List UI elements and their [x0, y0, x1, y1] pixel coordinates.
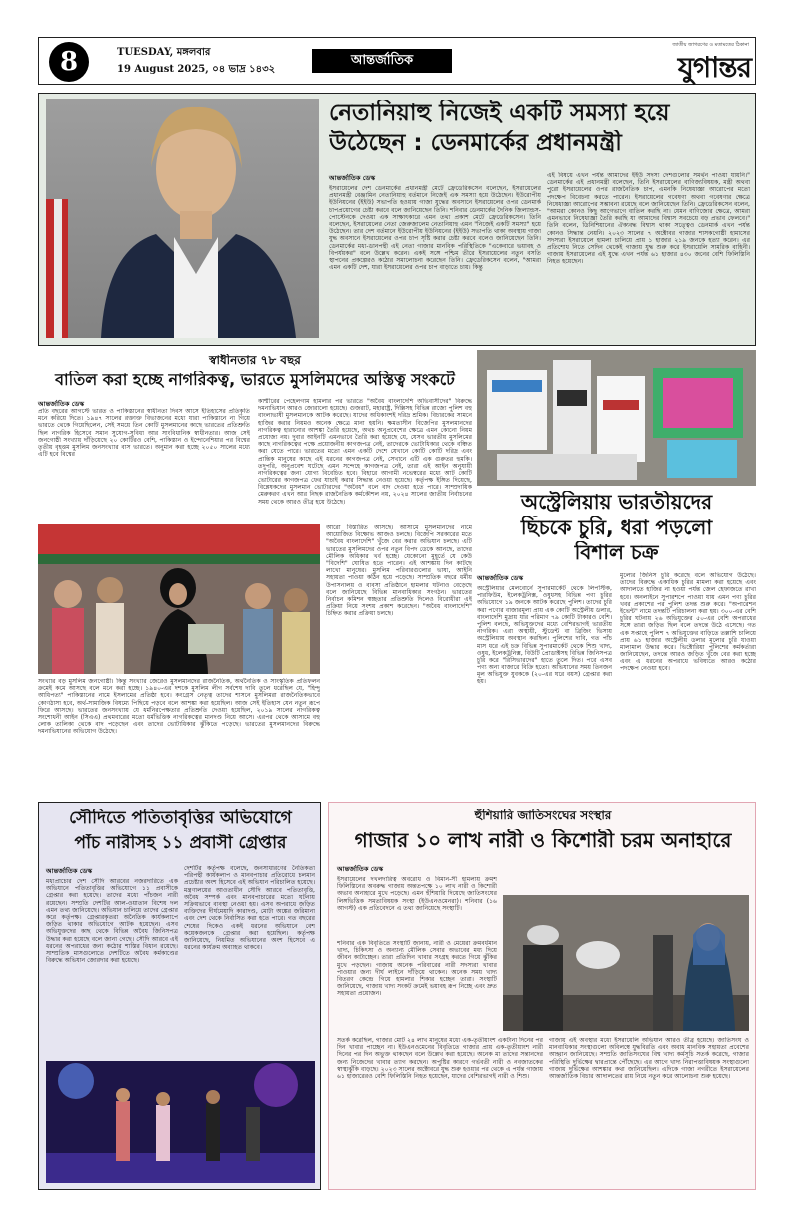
- issue-date: 19 August 2025, ০৪ ভাদ্র ১৪৩২: [117, 64, 276, 75]
- story2-body-1: প্রতি বছরের আগস্টে ভারত ও পাকিস্তানের স্বাধীনতা দিবস আসে ইতিহাসের প্রতিকৃতি মনে করিয়ে দিতে। ১৯৪৭ সালের রক্তাক্ত বিভাজনের মধ্যে যারা পাকিস্তানে না গিয়ে ভারতে থেকে গিয়েছিলেন, সেই সময়ে তিন কোটি মুসলমানের কাছে ভারতের প্রতিশ্রুতি ছিল নাগরিক হিসেবে সমান সুযোগ-সুবিধা আর সাংবিধানিক স্বাধীনতার। আজ সেই জনগোষ্ঠী সংখ্যায় দাঁড়িয়েছে ২০ কোটিরও বেশি, পাকিস্তান ও ইন্দোনেশিয়ার পর বিশ্বের তৃতীয় বৃহত্তম মুসলিম জনসংখ্যার বাস ভারতে। অনুমান করা হচ্ছে ২০৫০ সালের মধ্যে এটি হবে বিশ্বের: [38, 408, 250, 459]
- masthead: [38, 37, 756, 85]
- story3-col2: [620, 572, 756, 790]
- story2-headline: বাতিল করা হচ্ছে নাগরিকত্ব, ভারতে মুসলিমদের অস্তিত্ব সংকটে: [55, 371, 455, 389]
- story3-credit: আন্তর্জাতিক ডেস্ক: [477, 574, 524, 582]
- story5-col4: [549, 1037, 749, 1185]
- story5-headline: গাজার ১০ লাখ নারী ও কিশোরী চরম অনাহারে: [354, 829, 732, 852]
- story5-body-2: শনিবার এক বিবৃতিতে সংস্থাটি জানায়, নারী ও মেয়েরা ক্রমবর্ধমান খাদ্য, চিকিৎসা ও অন্যান্য মৌলিক সেবার অভাবের মধ্য দিয়ে জীবন কাটাচ্ছেন। তারা প্রতিদিন খাবার সংগ্রহ করতে গিয়ে ঝুঁকির মুখে পড়ছেন। গাজায় অনেক পরিবারের নারী সদস্যরা খাবার পাওয়ার জন্য দীর্ঘ লাইনে দাঁড়িয়ে থাকেন। অনেক সময় খাদ্য বিতরণ কেন্দ্রে গিয়ে হামলার শিকার হচ্ছেন তারা। সংস্থাটি জানিয়েছে, গাজায় খাদ্য সংকট ক্রমেই ভয়াবহ রূপ নিচ্ছে এবং দ্রুত সহায়তা প্রয়োজন।: [337, 940, 497, 998]
- story2-col4: [326, 524, 472, 790]
- story4-headline-line2: পাঁচ নারীসহ ১১ প্রবাসী গ্রেপ্তার: [74, 834, 287, 853]
- story2-col1: [38, 398, 472, 516]
- newspaper-logo: যুগান্তর: [677, 51, 751, 84]
- story4-body-1: মধ্যপ্রাচ্যের দেশ সৌদি আরবের নজরদারিতে এক অভিযানে পতিতাবৃত্তির অভিযোগে ১১ প্রবাসীকে গ্রেপ্তার করা হয়েছে। তাদের মধ্যে পাঁচজন নারী রয়েছেন। সম্প্রতি দেশটির আল-ওয়াতান বিশেষ দল এমন তথ্য জানিয়েছে। অভিযান চালিয়ে তাদের গ্রেপ্তার করে কর্তৃপক্ষ। গ্রেপ্তারকৃতরা অনৈতিক কার্যকলাপে জড়িত থাকার অভিযোগে আটক হয়েছেন। এসব অভিযুক্তদের কাছ থেকে বিভিন্ন অবৈধ জিনিসপত্র উদ্ধার করা হয়েছে বলে জানা গেছে। সৌদি আরবে এই ধরনের অপরাধের জন্য কঠোর শাস্তির বিধান রয়েছে। সাম্প্রতিক মাসগুলোতে দেশটিতে অবৈধ কর্মকাণ্ডের বিরুদ্ধে অভিযান জোরদার করা হয়েছে।: [46, 878, 178, 965]
- stolen-goods-photo: [477, 350, 756, 486]
- denmark-pm-photo: [46, 99, 319, 338]
- story3-body-1: অস্ট্রেলিয়ার মেলবোর্নে সুপারমার্কেট থেকে লিপস্টিক, পারফিউম, ইলেকট্রনিক্স, ওষুধসহ বিভিন্ন পণ্য চুরির অভিযোগে ১৯ জনকে আটক করেছে পুলিশ। তাদের চুরি করা পণ্যের বাজারমূল্য প্রায় এক কোটি অস্ট্রেলীয় ডলার, বাংলাদেশি মুদ্রায় যার পরিমাণ ৭৯ কোটি টাকারও বেশি। পুলিশ বলছে, অভিযুক্তদের মধ্যে বেশিরভাগই ভারতীয় নাগরিক। এরা অস্থায়ী, স্টুডেন্ট বা ব্রিজিং ভিসায় অস্ট্রেলিয়ায় অবস্থান করছিল। পুলিশের দাবি, গত পাঁচ মাস ধরে এই চক্র বিভিন্ন সুপারমার্কেট থেকে শিশু খাদ্য, ওষুধ, ইলেকট্রনিক্স, বিউটি প্রোডাক্টসহ বিভিন্ন জিনিসপত্র চুরি করে "রিসিভারদের" হাতে তুলে দিত। পরে এসব পণ্য অন্য বাজারে বিক্রি হতো। অভিযানের সময় তিনজন মূল অভিযুক্ত যুবককে (২০-এর ঘরে বয়স) গ্রেপ্তার করা হয়।: [477, 585, 612, 686]
- logo-tagline: জাতীয় জাগরণের ও মতামতের ঠিকানা: [672, 42, 749, 48]
- story4-credit: আন্তর্জাতিক ডেস্ক: [46, 867, 93, 875]
- story5-block: [328, 802, 756, 1190]
- story2-kicker: স্বাধীনতার ৭৮ বছর: [209, 354, 301, 367]
- gaza-women-photo: [503, 895, 749, 1031]
- story1-headline-line1: নেতানিয়াহু নিজেই একটি সমস্যা হয়ে: [329, 100, 670, 126]
- story3-headline-line1: অস্ট্রেলিয়ায় ভারতীয়দের: [520, 491, 713, 514]
- story4-body-2: দেশটির কর্তৃপক্ষ বলেছে, জনসাধারণের নৈতিকতা পরিপন্থী কার্যকলাপ ও মানবপাচার প্রতিরোধে চলমান প্রচেষ্টার অংশ হিসেবে এই অভিযান পরিচালিত হয়েছে। মন্ত্রণালয়ের আওতাধীন সৌদি আরবে পতিতাবৃত্তি, অবৈধ সম্পর্ক এবং মানবপাচারের মতো ঘটনায় সক্রিয়ভাবে ব্যবস্থা নেওয়া হয়। এসব অপরাধে জড়িত ব্যক্তিদের দীর্ঘমেয়াদি কারাদণ্ড, মোটা অঙ্কের জরিমানা এবং দেশ থেকে নির্বাসিত করা হতে পারে। গত বছরের শেষের দিকেও একই ধরনের অভিযানে বেশ কয়েকজনকে গ্রেপ্তার করা হয়েছিল। কর্তৃপক্ষ জানিয়েছে, নিয়মিত অভিযানের অংশ হিসেবে এ ধরনের কার্যক্রম অব্যাহত থাকবে।: [184, 865, 315, 952]
- story4-col1: [46, 865, 178, 1055]
- story4-headline-line1: সৌদিতে পতিতাবৃত্তির অভিযোগে: [69, 809, 292, 828]
- story1-col1: [329, 172, 541, 340]
- page-number-text: 8: [59, 47, 79, 77]
- story2-body-3: সংখ্যার বড় মুসলিম জনগোষ্ঠী। কিন্তু সংখ্যার জেরেও মুসলমানদের রাজনৈতিক, অর্থনৈতিক ও সাংস্কৃতিক প্রতিফলন ক্রমেই কমে আসছে বলে মনে করা হচ্ছে। ১৯৪০-এর দশকে মুসলিম লীগ সর্বশেষ দাবি তুলে ধরেছিল যে, "হিন্দু আধিপত্য" পাকিস্তানের নামে ইসলামের প্রতিষ্ঠা হবে। কংগ্রেস নেতৃত্ব তাদের শাসনে মুসলিমরা রাজনৈতিকভাবে কোণঠাসা হবে, অর্থ-সামাজিক বিষম্যে পিছিয়ে পড়বে বলে আশঙ্কা করা হয়েছিল। আজ সেই ইতিহাস যেন নতুন রূপে ফিরে আসছে। ভারতের জনসংখ্যায় যে ধর্মনিরপেক্ষতার প্রতিশ্রুতি দেওয়া হয়েছিল, ২০১৯ সালের নাগরিকত্ব সংশোধনী আইন (সিএএ) প্রথমবারের মতো ধর্মভিত্তিক নাগরিকত্বের মানদণ্ড নিয়ে আসে। এরপর থেকে আসামে বহু লোক তালিকা থেকে বাদ পড়েছেন এবং তাদের ভোটাধিকার ঝুঁকিতে পড়েছে। ভারতের মুসলমানদের বিরুদ্ধে দমনাভিযানের অভিযোগ উঠেছে।: [38, 678, 320, 736]
- issue-day: TUESDAY, মঙ্গলবার: [117, 47, 211, 58]
- story5-col1: [337, 863, 497, 1031]
- story1-headline-line2: উঠেছেন : ডেনমার্কের প্রধানমন্ত্রী: [329, 130, 622, 156]
- story1-body-1: ইসরায়েলের দেশ ডেনমার্কের প্রধানমন্ত্রী মেটে ফ্রেডেরিকসেন বলেছেন, ইসরায়েলের প্রধানমন্ত্রী বেঞ্জামিন নেতানিয়াহু বর্তমানে নিজেই এক সমস্যা হয়ে উঠেছেন। ইউরোপীয় ইউনিয়নের (ইইউ) সভাপতি হওয়ায় গাজা যুদ্ধের অবসানে ইসরায়েলের ওপর ডেনমার্ক চাপপ্রয়োগের চেষ্টা করবে বলে জানিয়েছেন তিনি। শনিবার ডেনমার্কের দৈনিক জিল্যান্ডস-পোস্টেনকে দেওয়া এক সাক্ষাৎকারে এমন তথ্য প্রকাশ মেটে ফ্রেডেরিকসেন। তিনি বলেছেন, ইসরায়েলের নেতা জেরুজালেম নেতানিয়াহু এমন "নিজেই একটি সমস্যা" হয়ে উঠেছেন। তার দেশ বর্তমানে ইউরোপীয় ইউনিয়নের (ইইউ) সভাপতি থাকা অবস্থায় গাজা যুদ্ধ অবসানে ইসরায়েলের ওপর চাপ সৃষ্টি করার চেষ্টা করবে বলেও জানিয়েছেন তিনি। ডেনমার্কের মধ্য-ডানপন্থী এই নেতা গাজার মানবিক পরিস্থিতিকে "একেবারে ভয়াবহ ও বিপর্যয়কর" বলে উল্লেখ করেন। একই সঙ্গে পশ্চিম তীরে ইসরায়েলের নতুন বসতি স্থাপনের প্রকল্পেরও কঠোর সমালোচনা করেছেন তিনি। ফ্রেডেরিকসেন বলেন, "আমরা এমন একটি দেশ, যারা ইসরায়েলের ওপর চাপ বাড়াতে চায়। কিন্তু: [329, 185, 541, 272]
- story5-credit: আন্তর্জাতিক ডেস্ক: [337, 865, 384, 873]
- story5-body-1: ইসরায়েলের দখলদারিত্ব অবরোধ ও বিমান-সী হামলায় ক্রমশ ফিলিস্তিনের অবরুদ্ধ গাজায় অন্ততপক্ষে ১০ লাখ নারী ও কিশোরী অভাব অনাহারে মুখে পড়েছে। এমন হুঁশিয়ারি দিয়েছে জাতিসংঘের লিঙ্গভিত্তিক সমতাবিষয়ক সংস্থা (ইউএনওমেনরা)। শনিবার (১৬ আগস্ট) এক প্রতিবেদনে এ তথ্য জানিয়েছে সংস্থাটি।: [337, 876, 497, 912]
- story3-body-2: মুল্যের জিনিস চুরি করেছে বলে অভিযোগ উঠেছে। তাদের বিরুদ্ধে একাধিক চুরির মামলা করা হয়েছে এবং আদালতে হাজির না হওয়া পর্যন্ত জেল হেফাজতে রাখা হবে। অনলাইনে সুপারশপে পাওয়া যায় এমন পণ্য চুরির খবর প্রকাশের পর পুলিশ তদন্ত শুরু করে। "অপারেশন ইভেন্ট" নামে তদন্তটি পরিচালনা করা হয়। ৩০০-এর বেশি চুরির ঘটনায় ২৬ অভিযুক্তের ৫০-এর বেশি অপরাধের সঙ্গে তারা জড়িত ছিল বলে তদন্তে উঠে এসেছে। গত এক সপ্তাহে পুলিশ ৭ অভিযুক্তের বাড়িতে তল্লাশি চালিয়ে প্রায় ৬১ হাজার অস্ট্রেলীয় ডলার মূল্যের চুরি যাওয়া মালামাল উদ্ধার করে। ভিক্টোরিয়া পুলিশের কর্মকর্তারা জানিয়েছেন, তদন্তে আরও জড়িত খুঁজে বের করা হচ্ছে এবং এ ধরনের অপরাধে ভবিষ্যতে আরও কঠোর পদক্ষেপ নেওয়া হবে।: [620, 572, 756, 673]
- story3-headline-line3: বিশাল চক্র: [574, 541, 659, 564]
- story2-col3: [38, 678, 320, 790]
- story1-block: [38, 93, 756, 346]
- story2-body-4: আরো বিস্তারিত আসছে। আসামে মুসলমানদের নামে আয়োজিত বিক্ষোভ আজও চলছে। বিজেপি সরকারের মতে "অবৈধ বাংলাদেশি" খুঁজে বের করার অভিযান চলছে। এটি ভারতের মুসলিমদের ওপর নতুন বিপদ ডেকে আনছে, তাদের মৌলিক অধিকার খর্ব হচ্ছে। যেকোনো মুহূর্তে যে কেউ "বিদেশি" ঘোষিত হতে পারেন। এই আশঙ্কায় দিন কাটছে লাখো মানুষের। মুসলিম পরিবারগুলোর ভাষ্য, আইনি সহায়তা পাওয়া কঠিন হয়ে পড়েছে। সাম্প্রতিক বছরে ধর্মীয় উপাসনালয় ও ব্যবসা প্রতিষ্ঠানে হামলার ঘটনাও বেড়েছে বলে জানিয়েছে বিভিন্ন মানবাধিকার সংগঠন। ভারতের নির্বাচন কমিশন স্বচ্ছতার প্রতিশ্রুতি দিলেও বিরোধীরা এই প্রক্রিয়া নিয়ে সংশয় প্রকাশ করেছেন। "অবৈধ বাংলাদেশি" চিহ্নিত করার প্রক্রিয়া চলছে।: [326, 524, 472, 618]
- story5-col3: [337, 1037, 543, 1185]
- section-label-text: আন্তর্জাতিক: [350, 53, 414, 68]
- story5-body-4: গাজায় এই অবস্থার মধ্যে ইসরায়েলি অভিযান আরও তীব্র হয়েছে। জাতিসংঘ ও মানবাধিকার সংস্থাগুলো অবিলম্বে যুদ্ধবিরতি এবং অবাধ মানবিক সহায়তা প্রবেশের আহ্বান জানিয়েছে। সম্প্রতি জাতিসংঘের বিশ্ব খাদ্য কর্মসূচি সতর্ক করেছে, গাজার পরিস্থিতি দুর্ভিক্ষের দ্বারপ্রান্তে পৌঁছেছে। এর আগে খাদ্য নিরাপত্তাবিষয়ক সংস্থাগুলো গাজায় দুর্ভিক্ষের আশঙ্কার কথা জানিয়েছিল। এদিকে গাজা নগরীতে ইসরায়েলের আন্তর্জাতিক বিচার আদালতের রায় নিয়ে নতুন করে আলোচনা শুরু হয়েছে।: [549, 1037, 749, 1080]
- story5-body-3: সতর্ক করেছিল, গাজার মোট ২৪ লাখ মানুষের মধ্যে এক-তৃতীয়াংশ একটানা দিনের পর দিন খাবার পাচ্ছেন না। ইউএনওমেনের বিবৃতিতে গাজার প্রায় এক-তৃতীয়াংশ নারী দিনের পর দিন অভুক্ত থাকছেন বলে উল্লেখ করা হয়েছে। অনেক মা তাদের সন্তানদের জন্য নিজেদের খাবার ত্যাগ করছেন। অপুষ্টির কারণে গর্ভবতী নারী ও নবজাতকের স্বাস্থ্যঝুঁকি বাড়ছে। ২০২৩ সালের অক্টোবরে যুদ্ধ শুরু হওয়ার পর থেকে এ পর্যন্ত গাজায় ৬১ হাজারেরও বেশি ফিলিস্তিনি নিহত হয়েছেন, যাদের বেশিরভাগই নারী ও শিশু।: [337, 1037, 543, 1080]
- story2-body-2: কাশ্মীরের পেহেলগাম হামলার পর ভারতে "অবৈধ বাংলাদেশি অভিবাসীদের" বিরুদ্ধে দমনাভিযান আরও জোরালো হয়েছে। গুজরাট, মহারাষ্ট্র, দিল্লিসহ বিভিন্ন রাজ্যে পুলিশ বহু বাংলাভাষী মুসলমানকে আটক করেছে। যাদের অধিকাংশই দরিদ্র শ্রমিক। বিচারকের সামনে হাজির করার নিয়মও অনেক ক্ষেত্রে মানা হয়নি। ক্ষমতাসীন বিজেপির মুসলমানদের নাগরিকত্ব হারানোর আশঙ্কা তৈরি হয়েছে, অথচ অনুপ্রবেশের ক্ষেত্রে এমন কোনো নিয়ম প্রযোজ্য নয়। দুবার আইনটি এমনভাবে তৈরি করা হয়েছে যে, যেসব ভারতীয় মুসলিমের কাছে নাগরিকত্বের পক্ষে প্রয়োজনীয় কাগজপত্র নেই, তাদেরকে ভোটাধিকার থেকে বঞ্চিত করা যেতে পারে। ভারতের মতো এমন একটি দেশে যেখানে কোটি কোটি দরিদ্র এবং প্রান্তিক মানুষের কাছে এই ধরনের কাগজপত্র নেই, সেখানে এটি এক গুরুতর হুমকি। তদুপরি, অনুপ্রবেশ ঘটেছে এমন সন্দেহে কাগজপত্র নেই, তারা এই আইন অনুযায়ী নাগরিকত্বের জন্য যোগ্য বিবেচিত হবে। বিহারে আগামী নভেম্বরের মধ্যে আট কোটি ভোটারের কাগজপত্র ফের যাচাই করার সিদ্ধান্ত নেওয়া হয়েছে। কর্তৃপক্ষ ইঙ্গিত দিয়েছে, বিশ্লেষকদের মুসলমান ভোটারদের "অবৈধ" বলে বাদ দেওয়া হতে পারে। সাম্প্রদায়িক মেরুকরণ এখন আর নিছক রাজনৈতিক কর্মকৌশল নয়, ২০২৪ সালের জাতীয় নির্বাচনের সময় থেকে আরও তীব্র হয়ে উঠেছে।: [258, 398, 472, 506]
- india-protest-photo: [38, 524, 320, 674]
- story4-block: [38, 802, 321, 1190]
- story3-col1: [477, 572, 612, 790]
- story3-headline-line2: ছিঁচকে চুরি, ধরা পড়লো: [520, 516, 713, 539]
- story1-col2: [547, 172, 750, 340]
- story4-col2: [184, 865, 315, 1055]
- story1-credit: আন্তর্জাতিক ডেস্ক: [329, 174, 376, 182]
- saudi-event-photo: [46, 1061, 315, 1183]
- story5-kicker: হুঁশিয়ারি জাতিসংঘের সংস্থার: [474, 809, 612, 822]
- story2-credit: আন্তর্জাতিক ডেস্ক: [38, 400, 85, 408]
- story1-body-2: এই বিষয়ে এখন পর্যন্ত আমাদের ইইউ সদস্য দেশগুলোর সমর্থন পাওয়া যায়নি।" ডেনমার্কের এই প্রধানমন্ত্রী বলেছেন, তিনি ইসরায়েলের বাণিজ্যবিষয়ক, মন্ত্রী অথবা পুরো ইসরায়েলের ওপর রাজনৈতিক চাপ, এমনকি নিষেধাজ্ঞা আরোপের মতো পদক্ষেপ বিবেচনা করতে পারেন। ইসরায়েলের গবেষণা অথবা গবেষণার ক্ষেত্রে নিষেধাজ্ঞা আরোপের সম্ভাবনা রয়েছে বলে জানিয়েছেন তিনি। ফ্রেডেরিকসেন বলেন, "আমরা কোনও কিছু আগেভাগে বাতিল করছি না। যেমন বাণিজ্যের ক্ষেত্রে, আমরা এমনভাবে নিষেধাজ্ঞা তৈরি করছি যা আমাদের বিশ্বাস সবচেয়ে বড় প্রভাব ফেলবে।" তিনি বলেন, ডিনিশিয়ানের ঐক্যবদ্ধ বিশ্বাস থাকা সত্ত্বেও ডেনমার্ক এখন পর্যন্ত কোনও সিদ্ধান্ত নেয়নি। ২০২৩ সালের ৭ অক্টোবর গাজার শাসকগোষ্ঠী হামাসের সদস্যরা ইসরায়েলে হামলা চালিয়ে প্রায় ১ হাজার ২১৯ জনকে হত্যা করেন। এর প্রতিশোধ নিতে সেদিন থেকেই গাজায় যুদ্ধ শুরু করে ইসরায়েলি সামরিক বাহিনী। গাজায় ইসরায়েলের এই যুদ্ধে এখন পর্যন্ত ৬১ হাজার ৪৩০ জনের বেশি ফিলিস্তিনি নিহত হয়েছেন।: [547, 172, 750, 266]
